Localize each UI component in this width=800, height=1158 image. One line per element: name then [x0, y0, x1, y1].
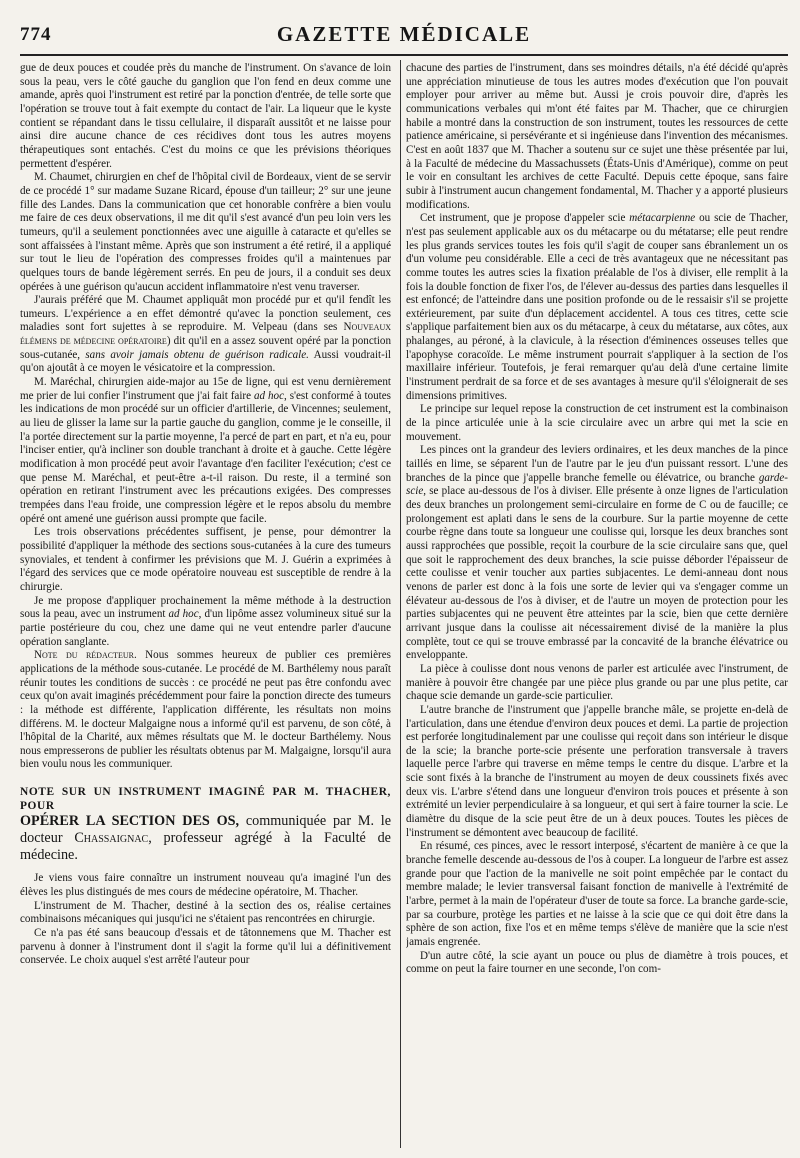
paragraph: L'autre branche de l'instrument que j'appelle branche mâle, se projette en-delà de l'articulation, dans une étendue d'environ deux pouces et demi. La partie de projection est perforée longitudinalement par une coulisse qui reçoit dans son intérieur le disque de la scie; la branche porte-scie présente une perforation transversale à travers laquelle perce l'arbre qui traverse en même temps le centre du disque. L'arbre et la scie sont fixés à la branche de l'instrument au moyen de deux coussinets fixés avec deux vis. L'arbre s'étend dans une longueur d'environ trois pouces et présente à son extrémité un levier perpendiculaire à sa longueur, et qui sert à faire tourner la scie. Le diamètre du disque de la scie peut être de un à deux pouces. Toutes les pièces de l'instrument se démontent avec beaucoup de facilité. — [406, 703, 788, 839]
paragraph: La pièce à coulisse dont nous venons de parler est articulée avec l'instrument, de manière à pouvoir être changée par une pièce plus grande ou par une plus petite, car chaque scie demande un garde-scie particulier. — [406, 662, 788, 703]
paragraph: chacune des parties de l'instrument, dans ses moindres détails, n'a été décidé qu'après une appréciation minutieuse de tous les autres modes d'exécution que l'on pouvait employer pour arriver au même but. Aussi je crois pouvoir dire, d'après les communications verbales qui m'ont été faites par M. Thacher, que ce chirurgien habile a montré dans la construction de son instrument, toutes les ressources de cette patience américaine, si persévérante et si ingénieuse dans l'invention des mécanismes. C'est en août 1837 que M. Thacher a soutenu sur ce sujet une thèse présentée par lui, à la Faculté de médecine du Massachussets (États-Unis d'Amérique), comme on peut le voir en consultant les archives de cette Faculté. Depuis cette époque, sans faire subir à l'instrument aucun changement fondamental, M. Thacher y a apporté plusieurs modifications. — [406, 62, 788, 211]
italic-text: sans avoir jamais obtenu de guérison radicale. — [85, 348, 309, 361]
journal-title: GAZETTE MÉDICALE — [276, 22, 532, 46]
editor-note — [20, 649, 391, 772]
paragraph: Le principe sur lequel repose la construction de cet instrument est la combinaison de la pince articulée unie à la scie circulaire avec un arbre qui met la scie en mouvement. — [406, 403, 788, 443]
paragraph — [20, 595, 391, 650]
text-run: J'aurais préféré que M. Chaumet appliquât mon procédé pur et qu'il fendît les tumeurs. L'expérience a en effet démontré qu'avec la ponction seulement, ces maladies sont fort sujettes à se reproduire. M. Velpeau (dans ses — [20, 294, 391, 334]
paragraph — [20, 376, 391, 526]
text-run: , professeur agrégé à la Faculté de médecine. — [20, 830, 391, 864]
paragraph: Les trois observations précédentes suffisent, je pense, pour démontrer la possibilité d'appliquer la méthode des sections sous-cutanées à la cure des tumeurs synoviales, et tendent à confirmer les prévisions que M. J. Guérin a exprimées à l'égard des services que ce mode opératoire nouveau est susceptible de rendre à la chirurgie. — [20, 526, 391, 593]
italic-text: métacarpienne — [629, 212, 696, 225]
text-run: M. Maréchal, chirurgien aide-major au 15e de ligne, qui est venu dernièrement me prier de lui confier l'instrument que j'ai fait faire — [20, 376, 391, 402]
article-columns — [20, 62, 788, 1150]
text-run: Les pinces ont la grandeur des leviers ordinaires, et les deux manches de la pince taillés en lime, se séparent l'un de l'autre par le jeu d'un puissant ressort. L'une des branches de la pince que j'appelle branche femelle ou élévatrice, ou branche — [406, 444, 788, 484]
page-number: 774 — [20, 24, 52, 45]
paragraph — [20, 294, 391, 376]
article-heading-rest — [20, 813, 391, 864]
editor-note-label: Note du rédacteur. — [34, 649, 137, 662]
text-run: Nous sommes heureux de publier ces premières applications de la méthode sous-cutanée. Le procédé de M. Barthélemy nous paraît réunir toutes les conditions de succès : ce procédé ne peut pas être confondu avec ceux qu'on avait imaginés précédemment pour faire la ponction directe des tumeurs : la méthode est différente, l'application différente, les résultats non moins différens. M. le docteur Malgaigne nous a informé qu'il est parvenu, de son côté, à l'hôpital de la Charité, aux mêmes résultats que M. le docteur Barthélemy. Nous nous empresserons de publier les résultats obtenus par M. Malgaigne, lorsqu'il aura bien voulu nous les communiquer. — [20, 649, 391, 771]
book-title: Nouveaux élémens de médecine opératoire — [20, 321, 391, 348]
paragraph: Je viens vous faire connaître un instrument nouveau qu'a imaginé l'un des élèves les plus distingués de mes cours de médecine opératoire, M. Thacher. — [20, 872, 391, 899]
paragraph: gue de deux pouces et coudée près du manche de l'instrument. On s'avance de loin sous la peau, vers le côté gauche du ganglion que l'on fend en deux comme une amande, après quoi l'instrument est retiré par la ponction d'entrée, de telle sorte que l'opération se trouve tout à fait exempte du contact de l'air. La liqueur que le kyste contient se répandant dans le tissu cellulaire, il disparaît aussitôt et ne laisse pour ainsi dire aucune chance de ces récidives dont tous les autres moyens thérapeutiques sont entachés. C'est du moins ce que les prévisions théoriques permettent d'espérer. — [20, 62, 391, 170]
paragraph: Ce n'a pas été sans beaucoup d'essais et de tâtonnemens que M. Thacher est parvenu à donner à l'instrument dont il s'agit la forme qu'il lui a définitivement conservée. Le choix auquel s'est arrêté l'auteur pour — [20, 927, 391, 967]
paragraph — [406, 212, 788, 403]
left-column — [20, 62, 391, 1150]
text-run: communiquée par M. le docteur — [20, 813, 391, 847]
italic-text: ad hoc — [253, 389, 284, 402]
article-heading — [20, 786, 391, 864]
text-run: , d'un lipôme assez volumineux situé sur la partie postérieure du cou, chez une dame qui ne veut entendre parler d'aucune opération sanglante. — [20, 608, 391, 648]
paragraph: En résumé, ces pinces, avec le ressort interposé, s'écartent de manière à ce que la branche femelle descende au-dessous de l'os à couper. La longueur de l'arbre est assez grande pour que l'action de la manivelle ne soit point empêchée par le contact du membre malade; le levier transversal faisant fonction de manivelle à l'extrémité de l'arbre, permet à la main de l'opérateur d'user de toute sa force. La branche garde-scie, par sa courbure, protège les parties et ne laisse à la scie que ce qui doit être dans la sphère de son action, fixe l'os et en même temps s'élève de manière que la scie n'est jamais engrenée. — [406, 840, 788, 948]
text-run: Aussi voudrait-il qu'on ajoutât à ce moyen le vésicatoire et la compression. — [20, 348, 391, 375]
text-run: ) dit qu'il en a assez souvent opéré par la ponction sous-cutanée, — [20, 335, 391, 361]
paragraph: M. Chaumet, chirurgien en chef de l'hôpital civil de Bordeaux, vient de se servir de ce procédé 1° sur madame Suzane Ricard, épouse d'un tailleur; 2° sur une jeune fille des Landes. Dans la communication que cet honorable confrère a bien voulu me faire de ces deux observations, il me dit qu'il s'est avancé d'un peu loin vers les tumeurs, qu'il a seulement ponctionnées avec une aiguille à cataracte et qu'elles se sont affaissées à l'instant même. Après que son instrument a été retiré, il a appliqué sur tout le lieu de l'opération des compresses froides qu'il a maintenues par quelques tours de bande légèrement serrés. En peu de jours, il a conduit ses deux opérées à une guérison qu'aucun accident inflammatoire n'est venu traverser. — [20, 171, 391, 293]
text-run: Cet instrument, que je propose d'appeler scie — [420, 212, 630, 225]
right-column — [406, 62, 788, 1150]
paragraph: D'un autre côté, la scie ayant un pouce ou plus de diamètre à trois pouces, et comme on peut la faire tourner en une seconde, l'on com- — [406, 949, 788, 976]
text-run: OPÉRER LA SECTION DES OS, — [20, 813, 240, 830]
paragraph — [406, 444, 788, 663]
italic-text: ad hoc — [168, 608, 199, 621]
text-run: Je me propose d'appliquer prochainement la même méthode à la destruction sous la peau, avec un instrument — [20, 594, 391, 621]
article-heading-line1: NOTE SUR UN INSTRUMENT IMAGINÉ PAR M. THACHER, POUR — [20, 786, 391, 812]
text-run: , s'est conformé à toutes les indications de mon procédé sur un officier d'artillerie, de Vincennes; seulement, au lieu de glisser la lame sur la partie gauche du ganglion, comme je le conseille, il l'a portée directement sur la partie moyenne, l'a percé de part en part, et n'a eu, pour l'inciser entier, qu'à incliner son double tranchant à droite et à gauche. Cette légère modification à mon procédé peut avoir l'avantage d'en faciliter l'exécution; c'est ce que pense M. Maréchal, et peut-être a-t-il raison. Du reste, il a terminé son opération en retirant l'instrument avec les précautions exigées. Des compresses trempées dans l'eau froide, une compression légère et le repos absolu du membre opéré ont amené une guérison aussi prompte que facile. — [20, 389, 391, 525]
paragraph: L'instrument de M. Thacher, destiné à la section des os, réalise certaines combinaisons mécaniques qui jusqu'ici ne s'étaient pas rencontrées en chirurgie. — [20, 899, 391, 926]
author-name: Chassaignac — [74, 830, 149, 847]
page-header — [20, 14, 788, 56]
text-run: , se place au-dessous de l'os à diviser. Elle présente à onze lignes de l'articulation des deux branches un prolongement semi-circulaire en forme de C ou de faucille; ce prolongement est aplati dans le sens de la courbure. Sur la partie moyenne de cette courbe règne dans toute sa longueur une coulisse qui, lorsque les deux branches sont aussi rapprochées que possible, reçoit la courbure de la scie circulaire sans que, quel que soit le rapprochement des deux branches, la scie puisse déborder l'épaisseur de cette coulisse et venir toucher aux parties subjacentes. Le demi-anneau dont nous venons de parler est donc à la fois une sorte de levier qui va s'engager comme un élévateur au-dessous de l'os à diviser, et de l'autre un moyen de protection pour les parties subjacentes qui ne peuvent être atteintes par la scie, bien que cette dernière arrivant jusque dans la coulisse ait nécessairement divisé de la manière la plus complète, tout ce qui se trouve embrassé par la concavité de la branche élévatrice ou enveloppante. — [406, 485, 788, 662]
italic-text: garde-scie — [406, 471, 788, 498]
text-run: ou scie de Thacher, n'est pas seulement applicable aux os du métacarpe ou du métatarse; elle peut rendre les plus grands services toutes les fois qu'il s'agit de couper sans ébranlement un os d'un volume peu considérable. Elle a ceci de très avantageux que ne nécessitant pas comme toutes les autres scies la fixation préalable de l'os à diviser, elle remplit à la fois la double fonction de fixer l'os, de l'élever au-dessus des parties dans lesquelles il est enfoncé; de l'atteindre dans une position profonde ou de le ressaisir s'il se projette extérieurement, par suite d'un déplacement accidentel. A tous ces titres, cette scie s'applique parfaitement bien aux os du métacarpe, à ceux du métatarse, aux côtes, aux phalanges, au péroné, à la clavicule, à la résection d'éminences osseuses telles que l'apophyse coracoïde. Le même instrument pourrait s'appliquer à la section de l'os maxillaire inférieur. Toutefois, je ferai remarquer qu'au delà d'une certaine limite l'instrument perdrait de sa force et de ses avantages à mesure qu'il s'éloignerait de ses dimensions primitives. — [406, 212, 788, 402]
